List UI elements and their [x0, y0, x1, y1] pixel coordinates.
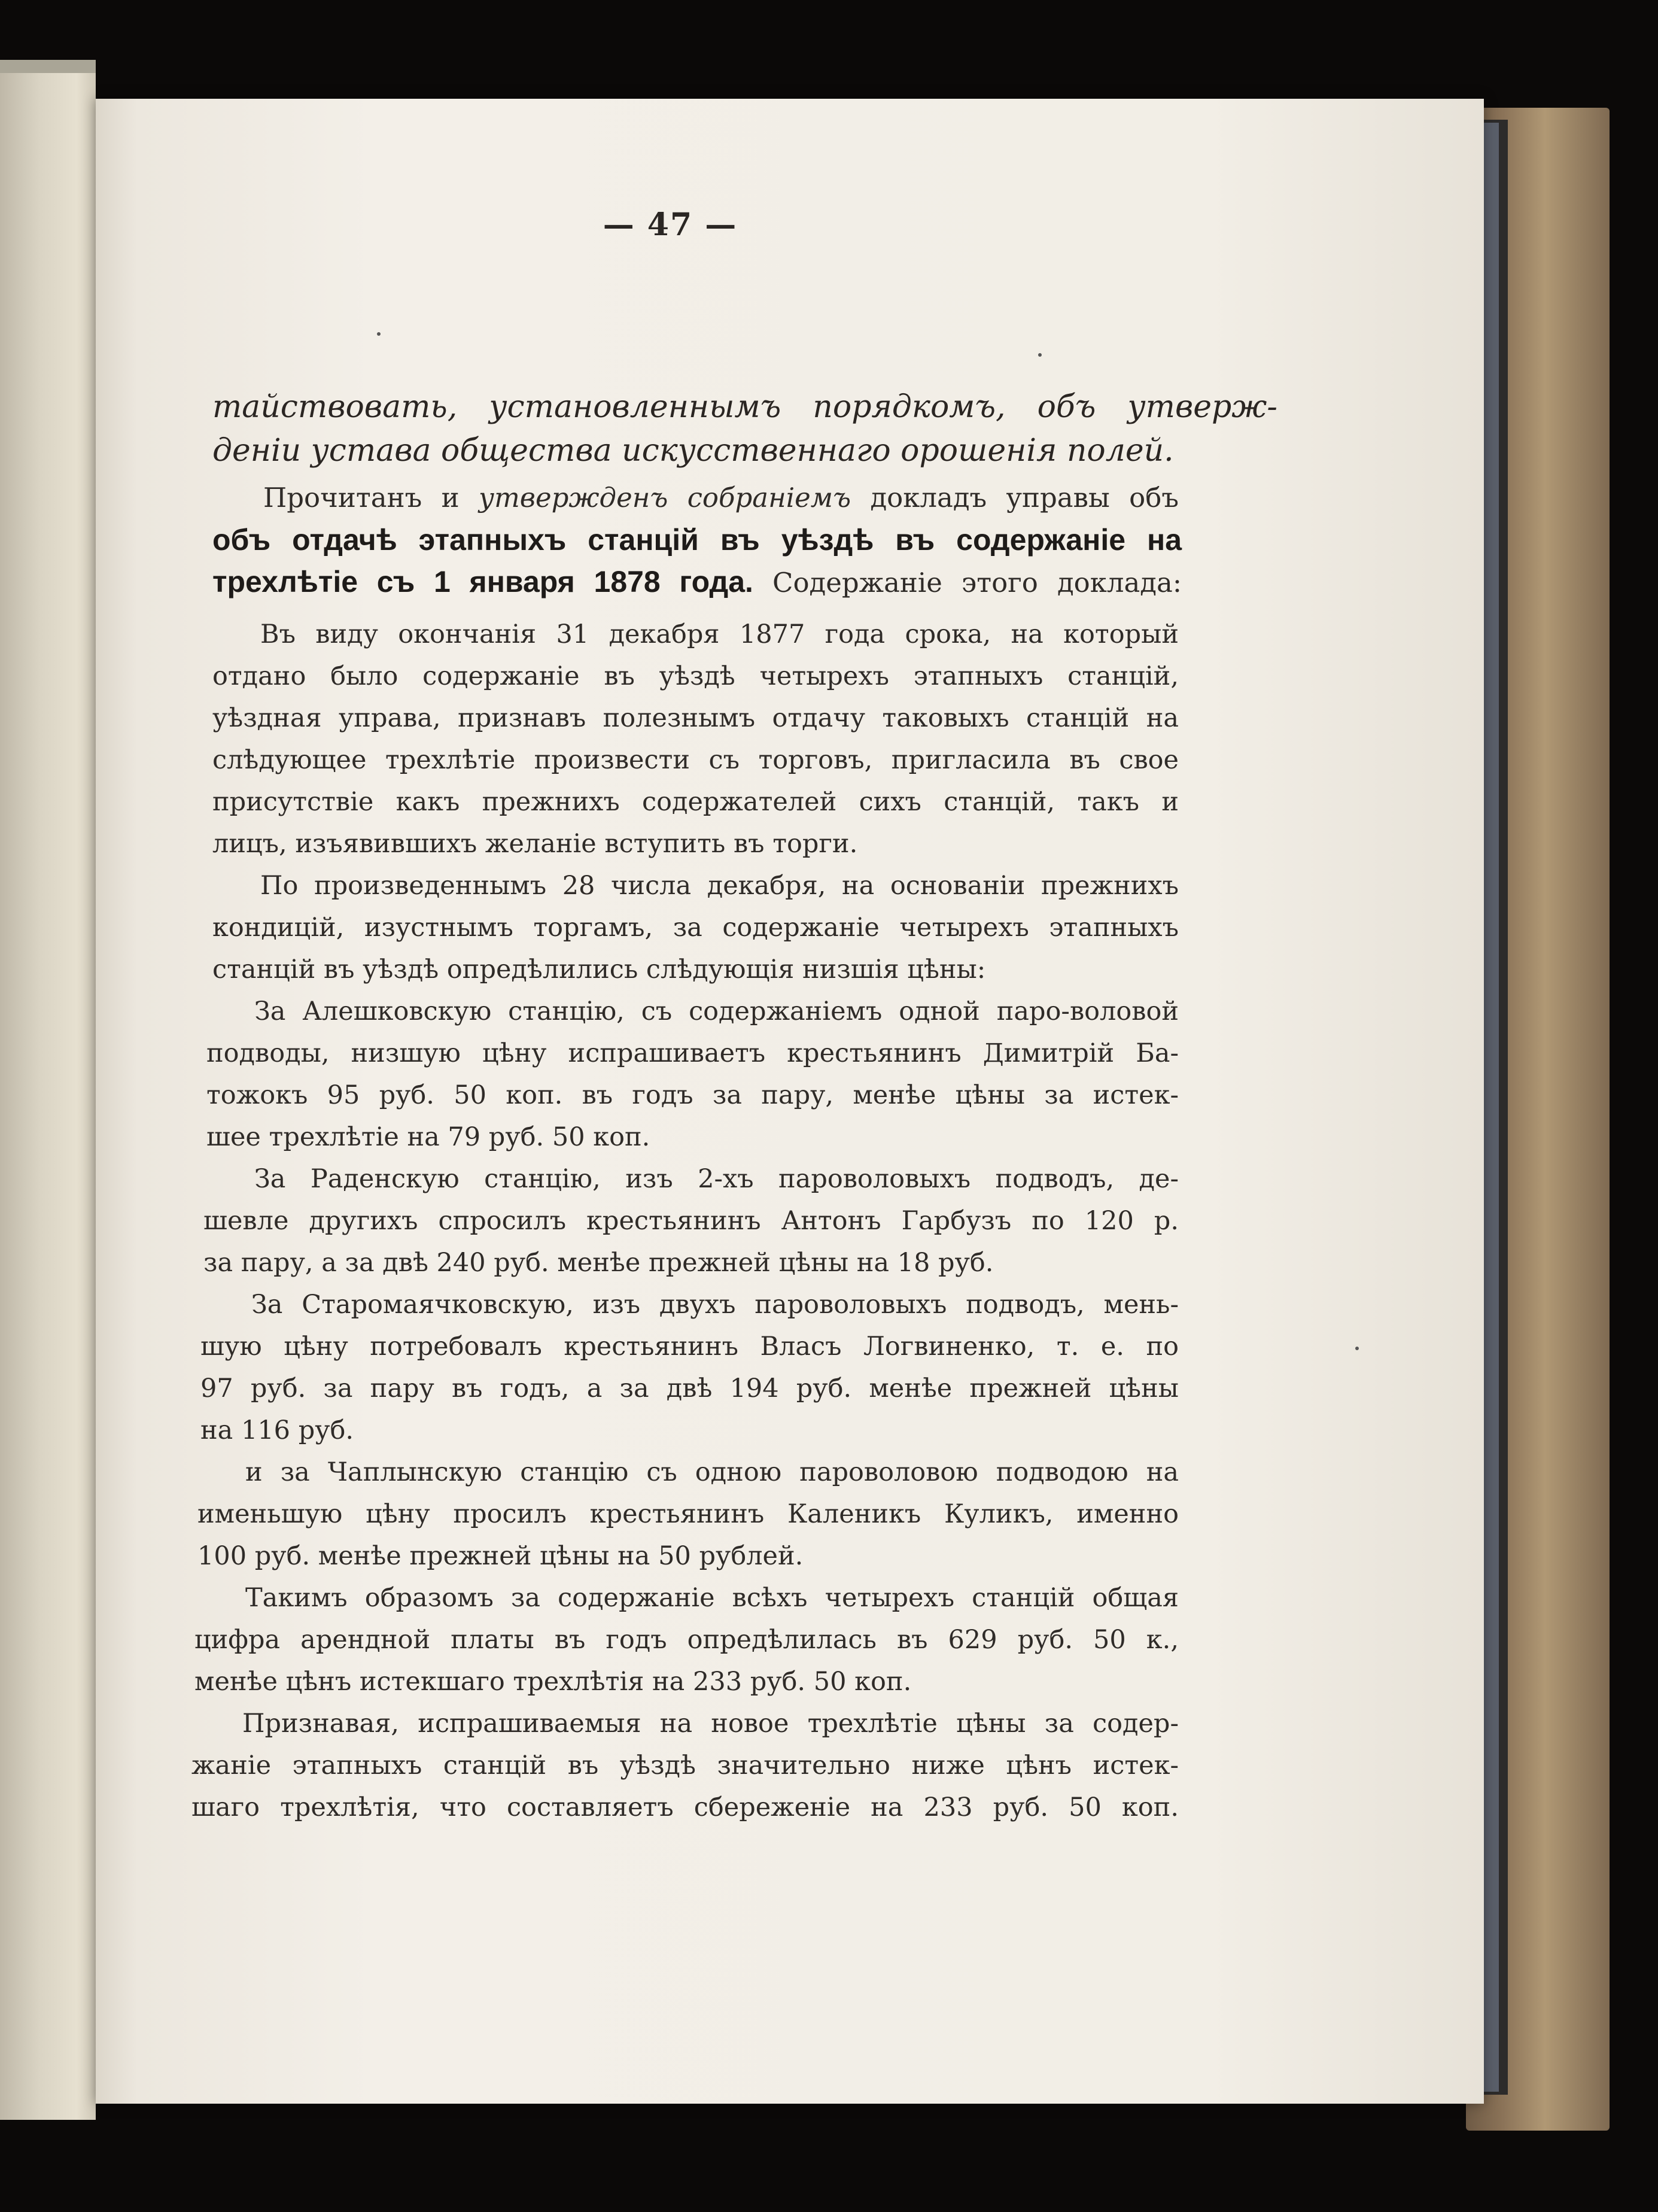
text-line-6: Въ виду окончанія 31 декабря 1877 года срока, на который [260, 619, 1179, 649]
text-line-32: Признавая, испрашиваемыя на новое трехлѣтіе цѣны за содер- [242, 1709, 1179, 1739]
line-5-part-2: Содержаніе этого доклада: [753, 567, 1182, 598]
text-line-19: За Раденскую станцію, изъ 2-хъ пароволовыхъ подводъ, де- [254, 1164, 1179, 1194]
text-line-9: слѣдующее трехлѣтіе произвести съ торговъ, пригласила въ свое [212, 745, 1179, 775]
line-3-part-2: утвержденъ собраніемъ [479, 482, 851, 514]
paper-speck [377, 332, 381, 336]
line-3-part-3: докладъ управы объ [851, 482, 1179, 514]
text-line-14: станцій въ уѣздѣ опредѣлились слѣдующія низшія цѣны: [212, 955, 986, 985]
text-line-33: жаніе этапныхъ станцій въ уѣздѣ значительно ниже цѣнъ истек- [191, 1751, 1179, 1780]
page-stack-edge-blue [1484, 123, 1499, 2092]
text-line-12: По произведеннымъ 28 числа декабря, на основаніи прежнихъ [260, 871, 1179, 901]
text-line-10: присутствіе какъ прежнихъ содержателей сихъ станцій, такъ и [212, 787, 1179, 817]
text-line-34: шаго трехлѣтія, что составляетъ сбереженіе на 233 руб. 50 коп. [191, 1792, 1179, 1822]
text-line-2: деніи устава общества искусственнаго орошенія полей. [212, 433, 1174, 469]
line-5-part-1: трехлѣтіе съ 1 января 1878 года. [212, 565, 753, 598]
text-line-26: и за Чаплынскую станцію съ одною пароволовою подводою на [245, 1457, 1179, 1487]
page-number: — 47 — [603, 206, 738, 243]
text-line-18: шее трехлѣтіе на 79 руб. 50 коп. [206, 1122, 650, 1152]
text-line-21: за пару, а за двѣ 240 руб. менѣе прежней цѣны на 18 руб. [203, 1248, 994, 1278]
text-line-17: тожокъ 95 руб. 50 коп. въ годъ за пару, менѣе цѣны за истек- [206, 1080, 1179, 1110]
text-line-24: 97 руб. за пару въ годъ, а за двѣ 194 руб. менѣе прежней цѣны [200, 1374, 1179, 1403]
text-line-27: именьшую цѣну просилъ крестьянинъ Каленикъ Куликъ, именно [197, 1499, 1179, 1529]
text-line-30: цифра арендной платы въ годъ опредѣлилась въ 629 руб. 50 к., [194, 1625, 1179, 1655]
text-line-29: Такимъ образомъ за содержаніе всѣхъ четырехъ станцій общая [245, 1583, 1179, 1613]
text-line-5 [212, 564, 1182, 601]
line-3-part-1: Прочитанъ и [263, 482, 479, 514]
paper-speck [1355, 1347, 1359, 1350]
text-line-4: объ отдачѣ этапныхъ станцій въ уѣздѣ въ содержаніе на [212, 523, 1182, 557]
text-line-22: За Старомаячковскую, изъ двухъ пароволовыхъ подводъ, мень- [251, 1290, 1179, 1320]
text-line-8: уѣздная управа, признавъ полезнымъ отдачу таковыхъ станцій на [212, 703, 1179, 733]
text-line-31: менѣе цѣнъ истекшаго трехлѣтія на 233 руб. 50 коп. [194, 1667, 912, 1697]
paper-speck [1038, 353, 1042, 357]
text-line-3 [263, 480, 1179, 516]
text-line-28: 100 руб. менѣе прежней цѣны на 50 рублей. [197, 1541, 804, 1571]
text-line-20: шевле другихъ спросилъ крестьянинъ Антонъ Гарбузъ по 120 р. [203, 1206, 1179, 1236]
text-line-1: тайствовать, установленнымъ порядкомъ, объ утверж- [212, 389, 1277, 425]
text-line-15: За Алешковскую станцію, съ содержаніемъ одной паро-воловой [254, 996, 1179, 1026]
left-page-edge [0, 60, 96, 2120]
text-line-13: кондицій, изустнымъ торгамъ, за содержаніе четырехъ этапныхъ [212, 913, 1179, 943]
text-line-23: шую цѣну потребовалъ крестьянинъ Власъ Логвиненко, т. е. по [200, 1332, 1179, 1362]
text-line-7: отдано было содержаніе въ уѣздѣ четырехъ этапныхъ станцій, [212, 661, 1179, 691]
text-line-11: лицъ, изъявившихъ желаніе вступить въ торги. [212, 829, 858, 859]
text-line-25: на 116 руб. [200, 1415, 354, 1445]
text-line-16: подводы, низшую цѣну испрашиваетъ крестьянинъ Димитрій Ба- [206, 1038, 1179, 1068]
